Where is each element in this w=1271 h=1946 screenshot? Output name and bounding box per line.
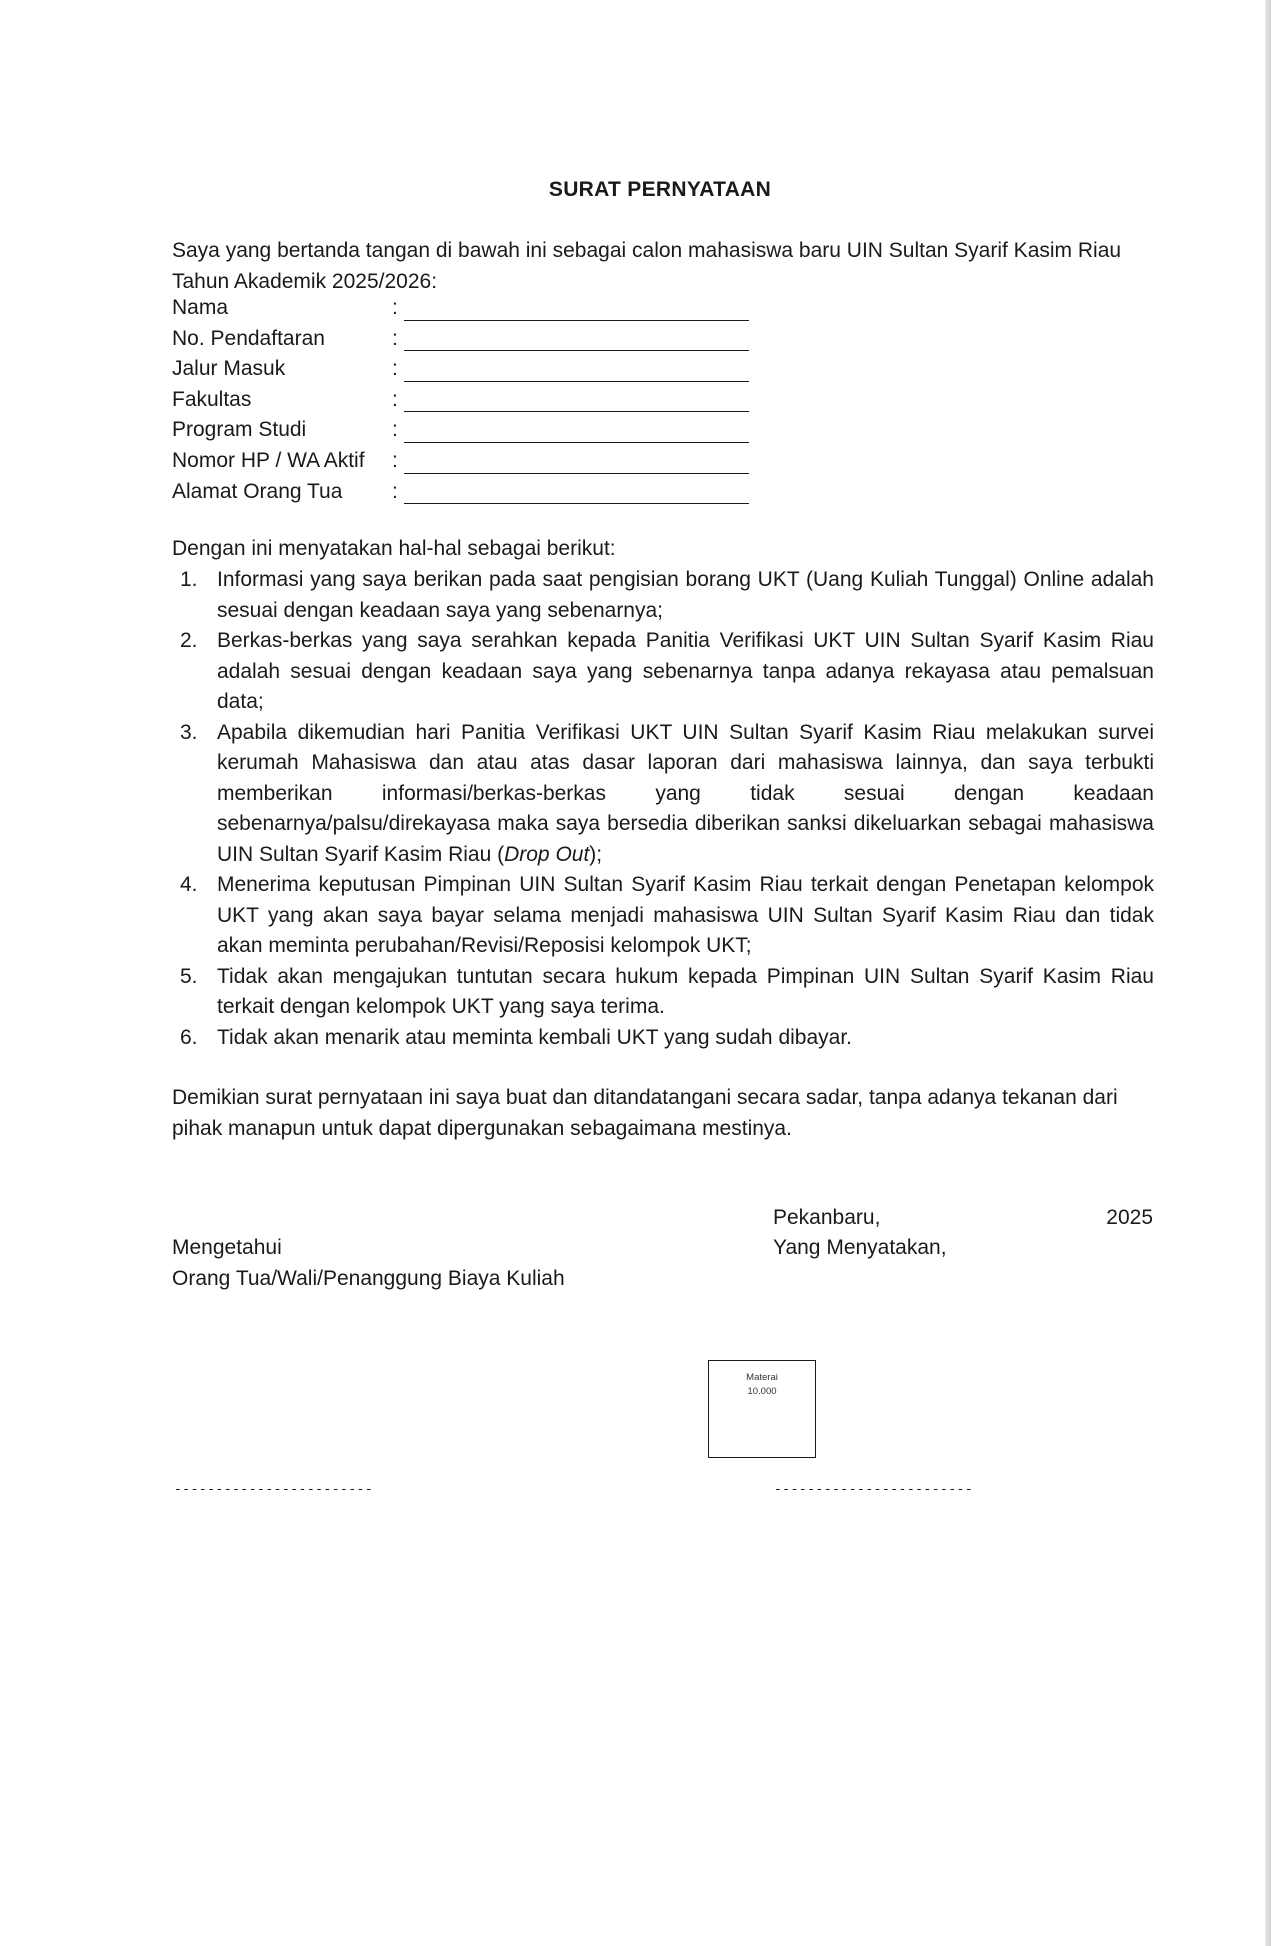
materai-label: Materai bbox=[746, 1372, 778, 1383]
statement-list bbox=[172, 565, 1154, 1053]
drop-out-italic: Drop Out bbox=[504, 842, 590, 866]
fill-line bbox=[404, 328, 749, 351]
guardian-role-label: Orang Tua/Wali/Penanggung Biaya Kuliah bbox=[172, 1266, 565, 1290]
scan-edge bbox=[1265, 0, 1271, 1946]
place-date bbox=[773, 1203, 1153, 1234]
list-item bbox=[172, 870, 1154, 962]
field-colon: : bbox=[392, 479, 398, 503]
field-label: Alamat Orang Tua bbox=[172, 479, 343, 503]
field-colon: : bbox=[392, 296, 398, 320]
field-alamat-orang-tua bbox=[172, 477, 772, 508]
field-colon: : bbox=[392, 357, 398, 381]
place-label: Pekanbaru, bbox=[773, 1206, 881, 1229]
item-text: Tidak akan mengajukan tuntutan secara hukum kepada Pimpinan UIN Sultan Syarif Kasim Riau terkait dengan kelompok UKT yang saya terima. bbox=[217, 964, 1154, 1018]
guardian-signature-block bbox=[172, 1233, 565, 1294]
item-text bbox=[217, 718, 1154, 871]
fill-line bbox=[404, 359, 749, 382]
list-item bbox=[172, 565, 1154, 626]
item-number: 5. bbox=[180, 964, 198, 988]
field-program-studi bbox=[172, 415, 772, 446]
identity-fields bbox=[172, 293, 772, 507]
mengetahui-label: Mengetahui bbox=[172, 1236, 282, 1259]
item-text-part: ); bbox=[589, 842, 603, 866]
field-no-pendaftaran bbox=[172, 324, 772, 355]
field-fakultas bbox=[172, 385, 772, 416]
item-number: 6. bbox=[180, 1025, 198, 1049]
field-colon: : bbox=[392, 418, 398, 442]
field-label: Fakultas bbox=[172, 387, 252, 411]
list-item bbox=[172, 1023, 1154, 1054]
fill-line bbox=[404, 451, 749, 474]
declarant-signature-line: ------------------------ bbox=[774, 1482, 974, 1497]
item-text: Menerima keputusan Pimpinan UIN Sultan Syarif Kasim Riau terkait dengan Penetapan kelompok UKT yang akan saya bayar selama menjadi mahasiswa UIN Sultan Syarif Kasim Riau dan tidak akan meminta perubahan/Revisi/Reposisi kelompok UKT; bbox=[217, 873, 1154, 957]
field-label: Nomor HP / WA Aktif bbox=[172, 449, 365, 473]
fill-line bbox=[404, 481, 749, 504]
list-item bbox=[172, 962, 1154, 1023]
item-number: 4. bbox=[180, 873, 198, 896]
item-text-part: Apabila dikemudian hari Panitia Verifikasi UKT UIN Sultan Syarif Kasim Riau melakukan survei kerumah Mahasiswa dan atau atas dasar laporan dari mahasiswa lainnya, dan saya terbukti memberikan informasi/berkas-berkas yang tidak sesuai dengan keadaan sebenarnya/palsu/direkayasa maka saya bersedia diberikan sanksi dikeluarkan sebagai mahasiswa UIN Sultan Syarif Kasim Riau ( bbox=[217, 720, 1154, 866]
field-label: Program Studi bbox=[172, 418, 307, 442]
declarant-signature-block bbox=[773, 1233, 947, 1264]
field-label: No. Pendaftaran bbox=[172, 326, 325, 350]
item-text: Berkas-berkas yang saya serahkan kepada Panitia Verifikasi UKT UIN Sultan Syarif Kasim Riau adalah sesuai dengan keadaan saya yang sebenarnya tanpa adanya rekayasa atau pemalsuan data; bbox=[217, 629, 1154, 713]
field-jalur-masuk bbox=[172, 354, 772, 385]
item-number: 2. bbox=[180, 629, 198, 652]
fill-line bbox=[404, 298, 749, 321]
list-item bbox=[172, 626, 1154, 718]
materai-stamp-box bbox=[708, 1360, 816, 1458]
intro-paragraph: Saya yang bertanda tangan di bawah ini sebagai calon mahasiswa baru UIN Sultan Syarif Kasim Riau Tahun Akademik 2025/2026: bbox=[172, 239, 1122, 293]
list-item bbox=[172, 718, 1154, 871]
document-title: SURAT PERNYATAAN bbox=[548, 178, 772, 201]
yang-menyatakan-label: Yang Menyatakan, bbox=[773, 1236, 947, 1259]
field-colon: : bbox=[392, 449, 398, 473]
item-text: Informasi yang saya berikan pada saat pengisian borang UKT (Uang Kuliah Tunggal) Online adalah sesuai dengan keadaan saya yang sebenarnya; bbox=[217, 568, 1154, 622]
item-text: Tidak akan menarik atau meminta kembali UKT yang sudah dibayar. bbox=[217, 1025, 852, 1049]
guardian-signature-line: ------------------------ bbox=[174, 1482, 374, 1497]
fill-line bbox=[404, 389, 749, 412]
year-label: 2025 bbox=[1106, 1206, 1153, 1229]
fill-line bbox=[404, 420, 749, 443]
field-nomor-hp bbox=[172, 446, 772, 477]
field-label: Jalur Masuk bbox=[172, 357, 286, 381]
field-colon: : bbox=[392, 326, 398, 350]
item-number: 3. bbox=[180, 720, 198, 744]
field-nama bbox=[172, 293, 772, 324]
closing-paragraph: Demikian surat pernyataan ini saya buat dan ditandatangani secara sadar, tanpa adanya tekanan dari pihak manapun untuk dapat dipergunakan sebagaimana mestinya. bbox=[172, 1086, 1118, 1140]
lead-sentence: Dengan ini menyatakan hal-hal sebagai berikut: bbox=[172, 537, 616, 560]
item-number: 1. bbox=[180, 568, 198, 591]
field-label: Nama bbox=[172, 296, 229, 320]
field-colon: : bbox=[392, 387, 398, 411]
materai-value: 10.000 bbox=[747, 1386, 777, 1397]
